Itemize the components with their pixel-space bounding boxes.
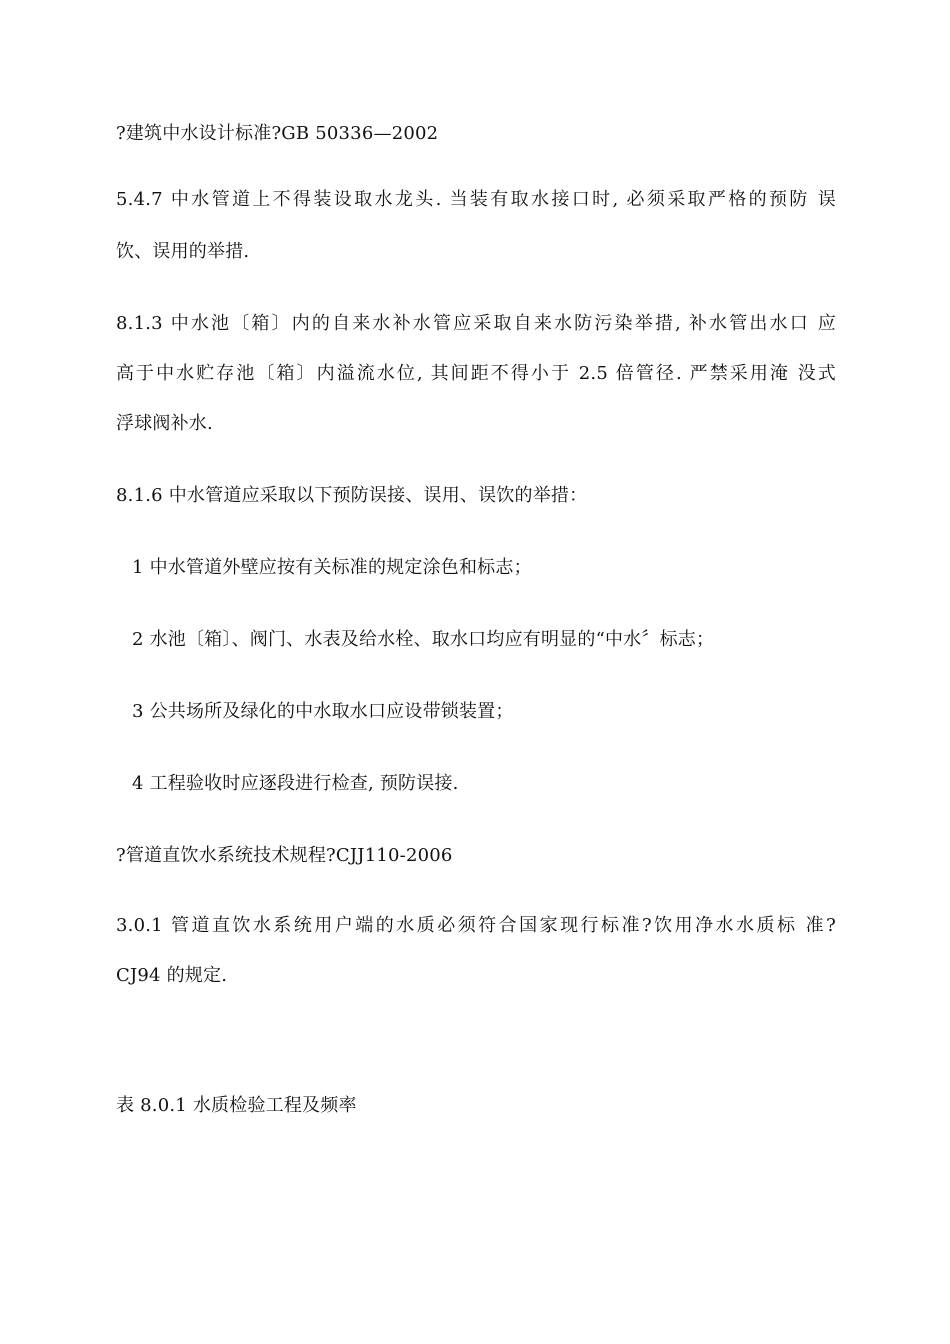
clause-5-4-7-line-1: 5.4.7 中水管道上不得装设取水龙头. 当装有取水接口时, 必须采取严格的预防 误 xyxy=(116,189,836,210)
heading-cjj110: ?管道直饮水系统技术规程?CJJ110-2006 xyxy=(116,845,453,866)
clause-8-1-3-line-3: 浮球阀补水. xyxy=(116,413,213,434)
clause-3-0-1-line-2: CJ94 的规定. xyxy=(116,965,228,986)
table-8-0-1-caption: 表 8.0.1 水质检验工程及频率 xyxy=(116,1095,357,1116)
clause-3-0-1-line-1: 3.0.1 管道直饮水系统用户端的水质必须符合国家现行标准?饮用净水水质标 准? xyxy=(116,915,836,936)
clause-8-1-6-item-1: 1 中水管道外壁应按有关标准的规定涂色和标志； xyxy=(132,557,532,578)
heading-gb50336: ?建筑中水设计标准?GB 50336—2002 xyxy=(116,123,439,144)
clause-8-1-6: 8.1.6 中水管道应采取以下预防误接、误用、误饮的举措： xyxy=(116,485,588,506)
clause-8-1-3-line-2: 高于中水贮存池〔箱〕内溢流水位, 其间距不得小于 2.5 倍管径. 严禁采用淹 没式 xyxy=(116,363,836,384)
clause-8-1-6-item-2: 2 水池〔箱〕、阀门、水表及给水栓、取水口均应有明显的“中水〞标志； xyxy=(132,629,715,650)
clause-8-1-6-item-3: 3 公共场所及绿化的中水取水口应设带锁装置； xyxy=(132,701,514,722)
clause-5-4-7-line-2: 饮、误用的举措. xyxy=(116,241,250,262)
clause-8-1-3-line-1: 8.1.3 中水池〔箱〕内的自来水补水管应采取自来水防污染举措, 补水管出水口 应 xyxy=(116,313,836,334)
clause-8-1-6-item-4: 4 工程验收时应逐段进行检查, 预防误接. xyxy=(132,773,459,794)
